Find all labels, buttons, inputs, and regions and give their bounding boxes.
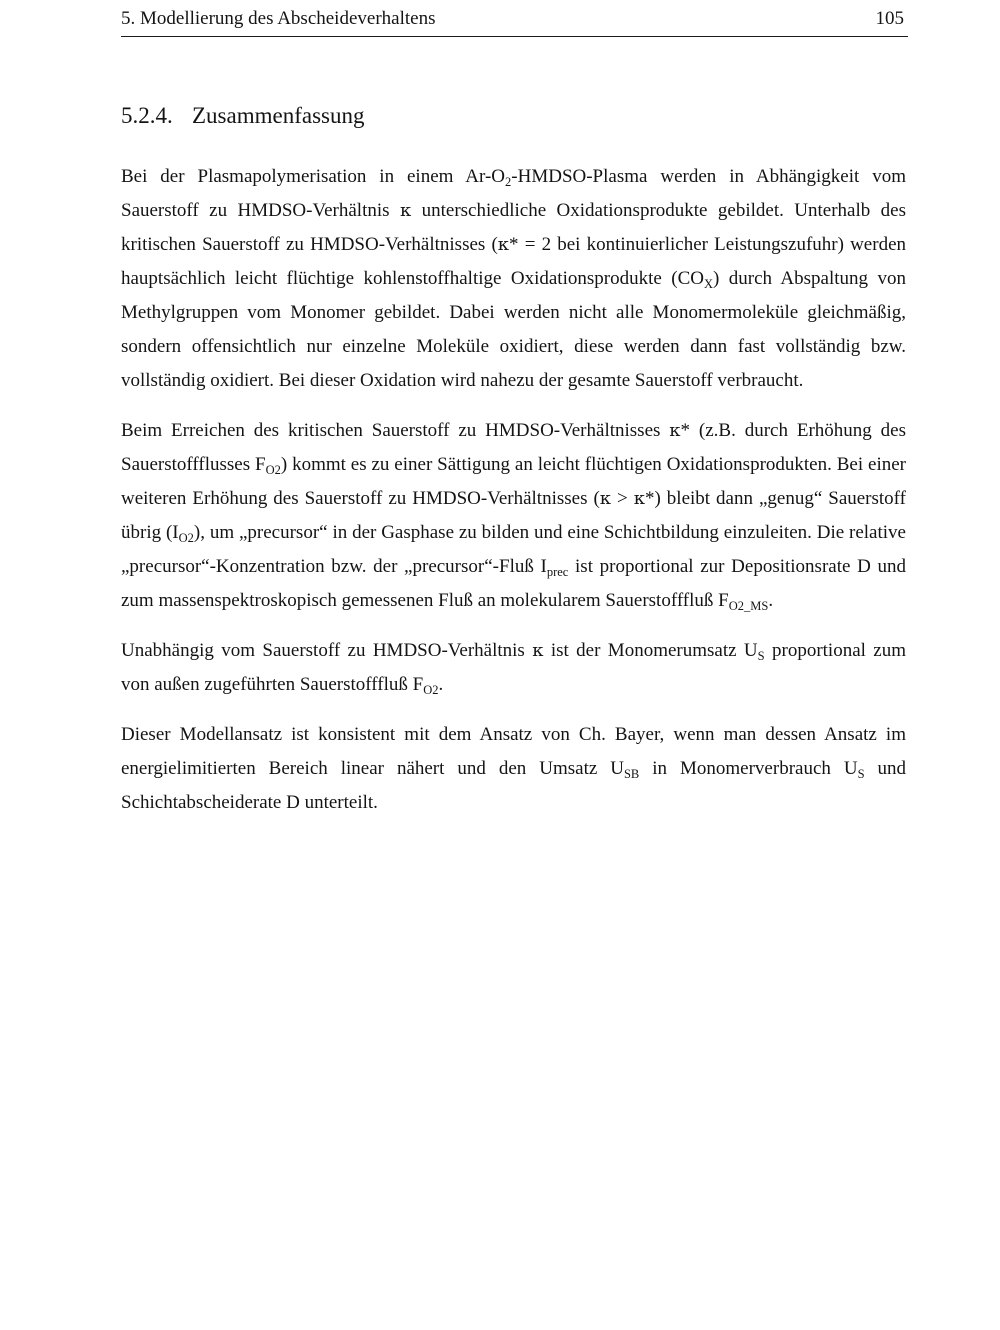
subscript: S [757,649,765,663]
kappa-symbol: κ [669,420,681,441]
text-run: * (z.B. durch Erhöhung des Sauerstoffflusses F [121,420,906,475]
subscript: O2_MS [728,599,769,613]
subscript: X [703,277,713,291]
text-run: ) durch Abspaltung von Methylgruppen vom Monomer gebildet. Dabei werden nicht alle Monomermoleküle gleichmäßig, sondern offensichtlich nur einzelne Moleküle oxidiert, diese werden dann fast vollständig bzw. vollständig oxidiert. Bei dieser Oxidation wird nahezu der gesamte Sauerstoff verbraucht. [121,268,906,391]
running-header-chapter: 5. Modellierung des Abscheideverhaltens [121,8,436,29]
text-run: Bei der Plasmapolymerisation in einem Ar-O [121,166,506,187]
kappa-symbol: κ [633,488,645,509]
body-text [121,160,906,836]
kappa-symbol: κ [532,640,544,661]
subscript: O2 [178,531,194,545]
text-run: ), um „precursor“ in der Gasphase zu bilden und eine Schichtbildung einzuleiten. Die relative „precursor“-Konzentration bzw. der „precursor“-Fluß I [121,522,906,577]
text-run: proportional zum von außen zugeführten Sauerstofffluß F [121,640,906,695]
section-title: Zusammenfassung [192,103,365,128]
text-run: *) bleibt dann „genug“ Sauerstoff übrig (I [121,488,906,543]
paragraph-4 [121,718,906,820]
text-run: ) kommt es zu einer Sättigung an leicht flüchtigen Oxidationsprodukten. Bei einer weiteren Erhöhung des Sauerstoff zu HMDSO-Verhältnisses ( [121,454,906,509]
text-run: Unabhängig vom Sauerstoff zu HMDSO-Verhältnis [121,640,533,661]
running-header [121,6,908,37]
paragraph-2 [121,414,906,618]
subscript: O2 [265,463,281,477]
subscript: prec [546,565,569,579]
subscript: 2 [505,175,512,189]
text-run: * = 2 bei kontinuierlicher Leistungszufuhr) werden hauptsächlich leicht flüchtige kohlenstoffhaltige Oxidationsprodukte (CO [121,234,907,289]
kappa-symbol: κ [399,200,412,221]
text-run: unterschiedliche Oxidationsprodukte gebildet. Unterhalb des kritischen Sauerstoff zu HMDSO-Verhältnisses ( [121,200,906,255]
subscript: S [857,767,865,781]
text-run: in Monomerverbrauch U [639,758,858,779]
text-run: ist der Monomerumsatz U [543,640,758,661]
page-number: 105 [875,8,904,29]
text-run: Beim Erreichen des kritischen Sauerstoff zu HMDSO-Verhältnisses [121,420,670,441]
paragraph-1 [121,160,906,398]
text-run: und Schichtabscheiderate D unterteilt. [121,758,906,813]
text-run: ist proportional zur Depositionsrate D und zum massenspektroskopisch gemessenen Fluß an molekularem Sauerstofffluß F [121,556,906,611]
section-number: 5.2.4. [121,103,173,128]
subscript: O2 [423,683,439,697]
text-run: > [611,488,634,509]
paragraph-3 [121,634,906,702]
kappa-symbol: κ [497,234,510,255]
section-heading [121,103,364,129]
kappa-symbol: κ [599,488,612,509]
subscript: SB [623,767,640,781]
text-run: Dieser Modellansatz ist konsistent mit dem Ansatz von Ch. Bayer, wenn man dessen Ansatz im energielimitierten Bereich linear nähert und den Umsatz U [121,724,906,779]
text-run: . [768,590,774,611]
text-run: . [438,674,444,695]
text-run: -HMDSO-Plasma werden in Abhängigkeit vom Sauerstoff zu HMDSO-Verhältnis [121,166,907,221]
